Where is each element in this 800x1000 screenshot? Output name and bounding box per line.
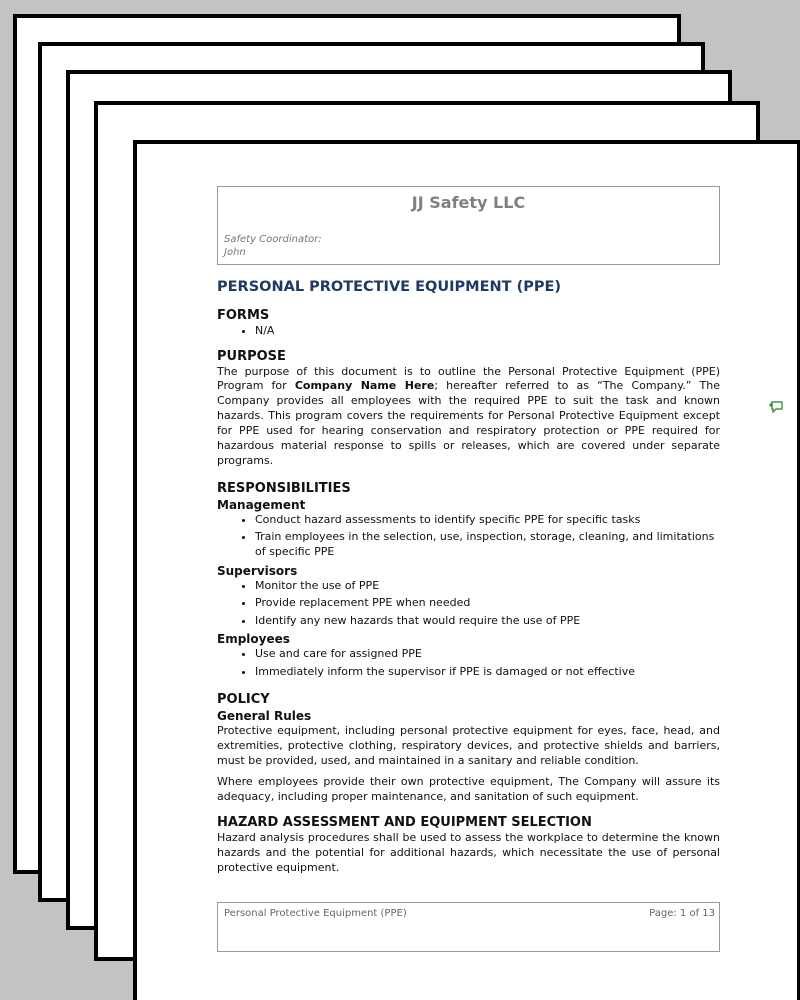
document-page	[133, 140, 800, 1000]
page-header	[217, 186, 720, 265]
policy-heading: POLICY	[217, 692, 270, 708]
list-item: • Train employees in the selection, use, inspection, storage, cleaning, and limitations of specific PPE	[255, 530, 720, 560]
hazard-paragraph: Hazard analysis procedures shall be used to assess the workplace to determine the known hazards and the potential for additional hazards, which necessitate the use of personal protective equipment.	[217, 830, 720, 874]
management-list	[217, 513, 720, 560]
company-placeholder: Company Name Here	[294, 379, 435, 393]
list-item: • Provide replacement PPE when needed	[255, 596, 720, 611]
document-body	[217, 278, 720, 876]
company-name: JJ Safety LLC	[411, 193, 526, 212]
responsibilities-heading: RESPONSIBILITIES	[217, 480, 351, 496]
safety-coordinator	[224, 233, 322, 259]
employees-list	[217, 647, 720, 679]
list-item: • Conduct hazard assessments to identify specific PPE for specific tasks	[255, 513, 720, 528]
footer-page-number: Page: 1 of 13	[649, 908, 715, 919]
supervisors-list	[217, 579, 720, 629]
list-item: • Use and care for assigned PPE	[255, 647, 720, 662]
supervisors-heading: Supervisors	[217, 563, 298, 578]
general-rules-paragraph-2: Where employees provide their own protective equipment, The Company will assure its adequacy, including proper maintenance, and sanitation of such equipment.	[217, 774, 720, 803]
forms-list	[217, 324, 720, 339]
purpose-heading: PURPOSE	[217, 348, 286, 364]
list-item: • Monitor the use of PPE	[255, 579, 720, 594]
purpose-paragraph: The purpose of this document is to outline the Personal Protective Equipment (PPE) Program for Company Name Here; hereafter referred to as “The Company.” The Company provides all employees with the required PPE to suit the task and known hazards. This program covers the requirements for Personal Protective Equipment except for PPE used for hearing conservation and respiratory protection or PPE required for hazardous material response to spills or releases, which are covered under separate programs.	[217, 364, 721, 467]
list-item: • Identify any new hazards that would require the use of PPE	[255, 614, 720, 629]
general-rules-heading: General Rules	[217, 709, 312, 724]
forms-heading: FORMS	[217, 308, 270, 323]
comment-icon[interactable]	[768, 399, 784, 413]
footer-document-name: Personal Protective Equipment (PPE)	[224, 908, 407, 919]
document-title: PERSONAL PROTECTIVE EQUIPMENT (PPE)	[217, 279, 561, 295]
page-footer	[217, 902, 720, 952]
coordinator-name: John	[224, 247, 246, 258]
management-heading: Management	[217, 497, 306, 512]
list-item: • Immediately inform the supervisor if PPE is damaged or not effective	[255, 665, 720, 680]
employees-heading: Employees	[217, 632, 290, 647]
hazard-heading: HAZARD ASSESSMENT AND EQUIPMENT SELECTION	[217, 814, 592, 830]
list-item: • N/A	[255, 324, 720, 339]
general-rules-paragraph-1: Protective equipment, including personal protective equipment for eyes, face, head, and extremities, protective clothing, respiratory devices, and protective shields and barriers, must be provided, used, and maintained in a sanitary and reliable condition.	[217, 724, 720, 768]
coordinator-label: Safety Coordinator:	[224, 234, 322, 245]
